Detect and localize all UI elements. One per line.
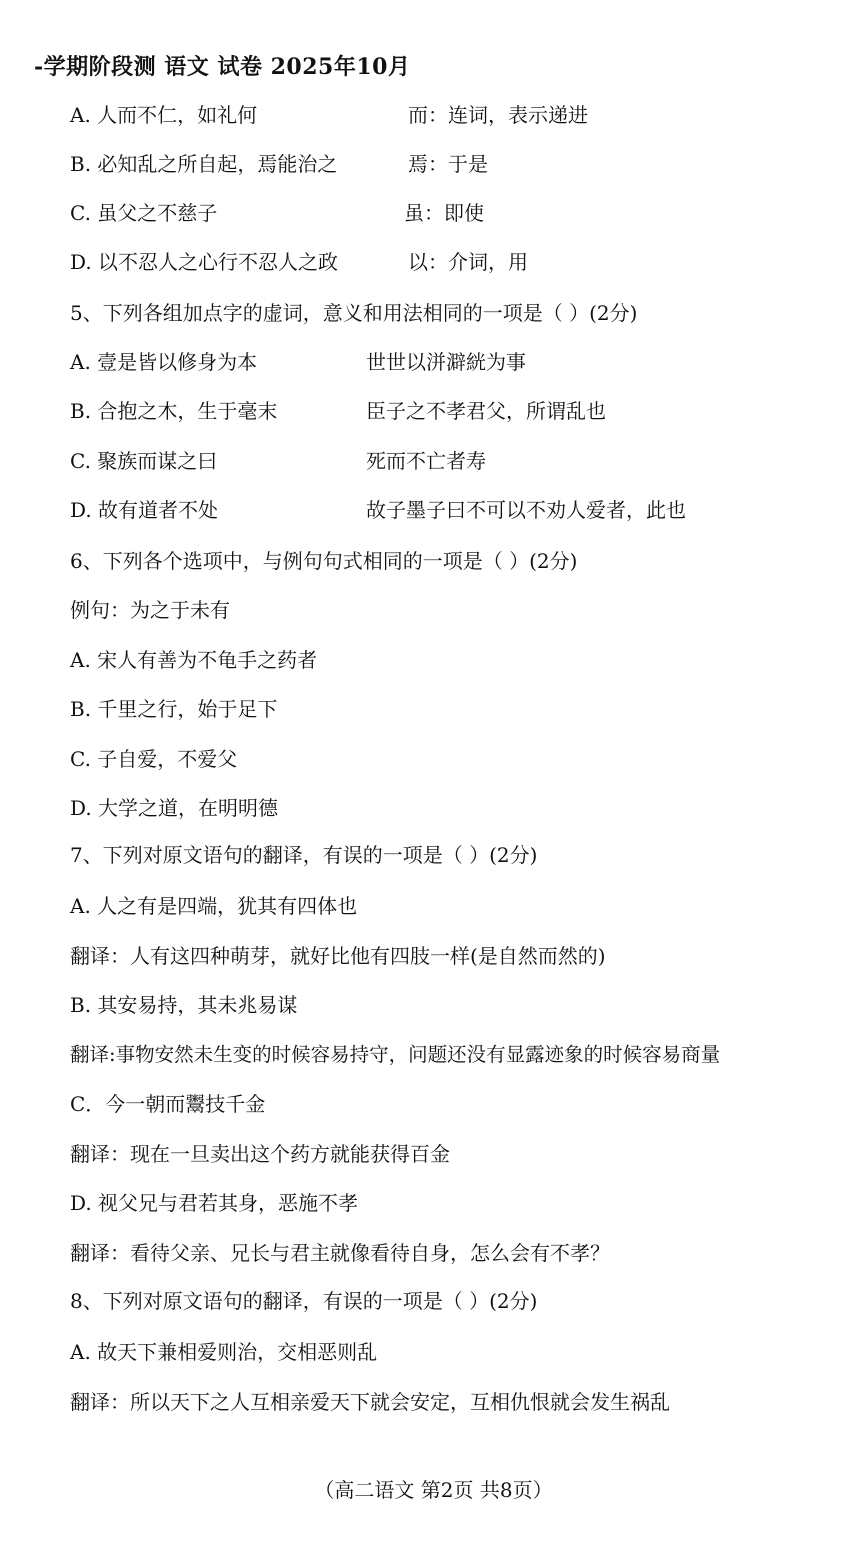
- q4-option-c-note: 虽：即使: [404, 201, 484, 225]
- q7-option-d: D. 视父兄与君若其身，恶施不孝: [70, 1191, 359, 1215]
- q6-example: 例句：为之于未有: [70, 598, 230, 622]
- q7-option-c: C．今一朝而鬻技千金: [70, 1092, 266, 1116]
- q4-option-a: A. 人而不仁，如礼何: [70, 103, 258, 127]
- q7-option-a: A. 人之有是四端，犹其有四体也: [70, 894, 358, 918]
- q4-option-b: B. 必知乱之所自起，焉能治之: [70, 152, 338, 176]
- q5-option-c: C. 聚族而谋之曰: [70, 449, 218, 473]
- q7-option-a-translation: 翻译：人有这四种萌芽，就好比他有四肢一样(是自然而然的): [70, 944, 606, 968]
- q5-option-b: B. 合抱之木，生于毫末: [70, 399, 278, 423]
- q6-stem: 6、下列各个选项中，与例句句式相同的一项是（ ）(2分): [70, 549, 578, 573]
- q5-option-d-pair: 故子墨子曰不可以不劝人爱者，此也: [366, 498, 686, 522]
- q5-option-c-pair: 死而不亡者寿: [366, 449, 486, 473]
- q7-option-c-translation: 翻译：现在一旦卖出这个药方就能获得百金: [70, 1142, 450, 1166]
- q8-stem: 8、下列对原文语句的翻译，有误的一项是（ ）(2分): [70, 1289, 538, 1313]
- q4-option-d-note: 以：介词，用: [408, 250, 528, 274]
- q5-option-a: A. 壹是皆以修身为本: [70, 350, 258, 374]
- page-footer: （高二语文 第2页 共8页）: [314, 1478, 553, 1502]
- q8-option-a-translation: 翻译：所以天下之人互相亲爱天下就会安定，互相仇恨就会发生祸乱: [70, 1390, 670, 1414]
- q7-stem: 7、下列对原文语句的翻译，有误的一项是（ ）(2分): [70, 843, 538, 867]
- q5-stem: 5、下列各组加点字的虚词，意义和用法相同的一项是（ ）(2分): [70, 301, 638, 325]
- q4-option-d: D. 以不忍人之心行不忍人之政: [70, 250, 339, 274]
- q7-option-b: B. 其安易持，其未兆易谋: [70, 993, 298, 1017]
- q6-option-b: B. 千里之行，始于足下: [70, 697, 278, 721]
- q4-option-a-note: 而：连词，表示递进: [408, 103, 588, 127]
- q6-option-c: C. 子自爱，不爱父: [70, 747, 238, 771]
- q5-option-a-pair: 世世以洴澼絖为事: [366, 350, 526, 374]
- q4-option-c: C. 虽父之不慈子: [70, 201, 218, 225]
- q5-option-d: D. 故有道者不处: [70, 498, 219, 522]
- q6-option-d: D. 大学之道，在明明德: [70, 796, 279, 820]
- q5-option-b-pair: 臣子之不孝君父，所谓乱也: [366, 399, 606, 423]
- q7-option-b-translation: 翻译:事物安然未生变的时候容易持守，问题还没有显露迹象的时候容易商量: [70, 1043, 721, 1066]
- q7-option-d-translation: 翻译：看待父亲、兄长与君主就像看待自身，怎么会有不孝？: [70, 1241, 610, 1265]
- q6-option-a: A. 宋人有善为不龟手之药者: [70, 648, 318, 672]
- page-header: -学期阶段测 语文 试卷 2025年10月: [34, 54, 411, 80]
- q4-option-b-note: 焉：于是: [408, 152, 488, 176]
- q8-option-a: A. 故天下兼相爱则治，交相恶则乱: [70, 1340, 378, 1364]
